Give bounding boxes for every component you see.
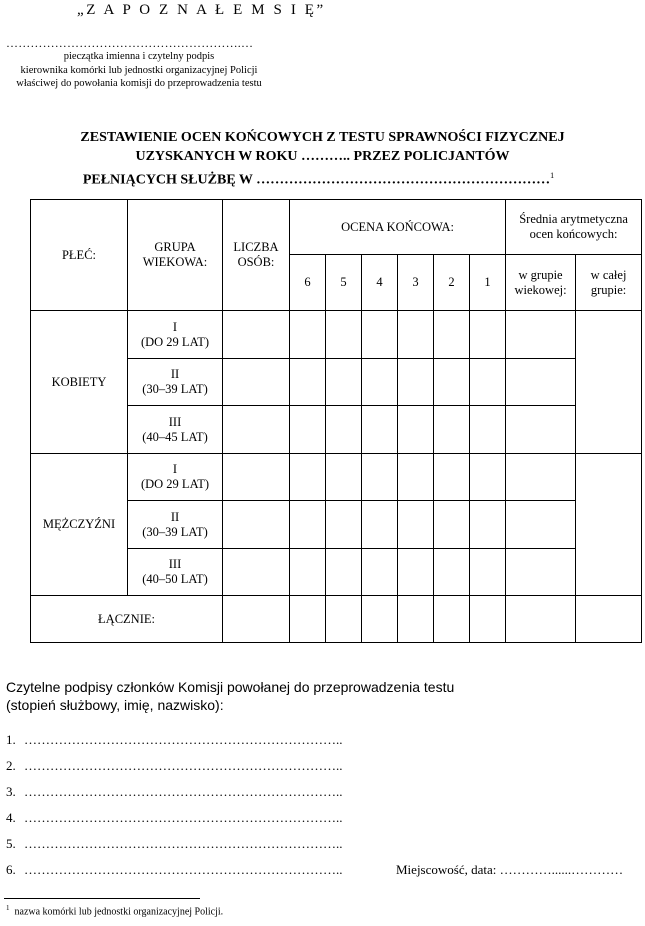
age-group-cell: III (40–50 LAT) — [128, 549, 223, 596]
grade-cell[interactable] — [398, 406, 434, 454]
grade-cell[interactable] — [398, 596, 434, 643]
grade-cell[interactable] — [434, 454, 470, 501]
grade-cell[interactable] — [362, 454, 398, 501]
grade-cell[interactable] — [362, 596, 398, 643]
grade-cell[interactable] — [398, 454, 434, 501]
mean-in-group-cell[interactable] — [506, 311, 576, 359]
stamp-dotted-line: ………………………………………………….… — [6, 36, 254, 50]
sex-cell-men: MĘŻCZYŹNI — [31, 454, 128, 596]
mean-in-group-cell[interactable] — [506, 406, 576, 454]
grade-cell[interactable] — [398, 311, 434, 359]
total-row — [31, 596, 642, 643]
place-date-field[interactable]: Miejscowość, data: …………......………… — [396, 862, 624, 877]
grade-cell[interactable] — [470, 359, 506, 406]
title-line-2: UZYSKANYCH W ROKU ……….. PRZEZ POLICJANTÓW — [135, 149, 510, 164]
header-final-grade: OCENA KOŃCOWA: — [290, 200, 506, 255]
age-group-cell: I (DO 29 LAT) — [128, 311, 223, 359]
grade-cell[interactable] — [434, 406, 470, 454]
grade-cell[interactable] — [434, 311, 470, 359]
count-cell[interactable] — [223, 596, 290, 643]
signature-number: 2. — [6, 758, 16, 773]
grade-cell[interactable] — [326, 549, 362, 596]
stamp-caption-line: kierownika komórki lub jednostki organizacyjnej Policji — [20, 64, 258, 76]
signature-dots: ……………………………………………………………….. — [24, 758, 343, 773]
grade-cell[interactable] — [362, 311, 398, 359]
grade-header: 2 — [434, 255, 470, 311]
count-cell[interactable] — [223, 359, 290, 406]
grade-cell[interactable] — [290, 454, 326, 501]
mean-in-group-cell[interactable] — [506, 549, 576, 596]
signature-number: 4. — [6, 810, 16, 825]
signatures-heading-line: Czytelne podpisy członków Komisji powołanej do przeprowadzenia testu — [6, 679, 455, 695]
grade-cell[interactable] — [326, 311, 362, 359]
signature-dots: ……………………………………………………………….. — [24, 732, 343, 747]
signature-line[interactable] — [6, 836, 343, 852]
title-line-3 — [0, 166, 641, 190]
age-group-cell: II (30–39 LAT) — [128, 501, 223, 549]
grade-cell[interactable] — [470, 549, 506, 596]
grade-cell[interactable] — [398, 549, 434, 596]
footnote-text: nazwa komórki lub jednostki organizacyjnej Policji. — [14, 906, 224, 918]
count-cell[interactable] — [223, 406, 290, 454]
signature-line[interactable] — [6, 862, 343, 878]
grade-cell[interactable] — [470, 311, 506, 359]
signature-number: 1. — [6, 732, 16, 747]
table-row — [31, 311, 642, 359]
count-cell[interactable] — [223, 501, 290, 549]
grade-cell[interactable] — [362, 549, 398, 596]
grade-cell[interactable] — [362, 406, 398, 454]
mean-in-group-cell[interactable] — [506, 596, 576, 643]
signature-number: 6. — [6, 862, 16, 877]
grade-header: 4 — [362, 255, 398, 311]
mean-in-group-cell[interactable] — [506, 501, 576, 549]
footnote-mark: 1 — [6, 904, 10, 912]
signature-line[interactable] — [6, 784, 343, 800]
footnote-reference: 1 — [550, 171, 555, 180]
stamp-caption — [6, 50, 272, 91]
grade-cell[interactable] — [326, 359, 362, 406]
mean-whole-group-cell[interactable] — [576, 596, 642, 643]
mean-whole-group-cell-men[interactable] — [576, 454, 642, 596]
header-age-group: GRUPA WIEKOWA: — [128, 200, 223, 311]
grades-table — [30, 199, 642, 643]
sex-cell-women: KOBIETY — [31, 311, 128, 454]
footnote — [6, 904, 223, 917]
signature-line[interactable] — [6, 810, 343, 826]
header-mean: Średnia arytmetyczna ocen końcowych: — [506, 200, 642, 255]
grade-cell[interactable] — [434, 501, 470, 549]
grade-cell[interactable] — [326, 454, 362, 501]
grade-cell[interactable] — [290, 596, 326, 643]
document-title — [0, 128, 645, 190]
table-row — [31, 454, 642, 501]
grade-cell[interactable] — [398, 359, 434, 406]
signature-dots: ……………………………………………………………….. — [24, 810, 343, 825]
stamp-caption-line: pieczątka imienna i czytelny podpis — [63, 51, 215, 62]
signature-dots: ……………………………………………………………….. — [24, 784, 343, 799]
signature-number: 5. — [6, 836, 16, 851]
stamp-caption-line: właściwej do powołania komisji do przeprowadzenia testu — [16, 78, 262, 89]
grade-cell[interactable] — [434, 549, 470, 596]
footnote-divider — [4, 898, 200, 899]
grade-header: 1 — [470, 255, 506, 311]
grade-cell[interactable] — [326, 406, 362, 454]
grade-header: 6 — [290, 255, 326, 311]
header-row — [31, 200, 642, 255]
signature-dots: ……………………………………………………………….. — [24, 836, 343, 851]
signature-dots: ……………………………………………………………….. — [24, 862, 343, 877]
age-group-cell: I (DO 29 LAT) — [128, 454, 223, 501]
count-cell[interactable] — [223, 454, 290, 501]
signatures-heading — [6, 678, 454, 714]
signatures-heading-line: (stopień służbowy, imię, nazwisko): — [6, 697, 224, 713]
grade-cell[interactable] — [398, 501, 434, 549]
grade-cell[interactable] — [470, 454, 506, 501]
age-group-cell: II (30–39 LAT) — [128, 359, 223, 406]
grade-header: 5 — [326, 255, 362, 311]
title-line-1: ZESTAWIENIE OCEN KOŃCOWYCH Z TESTU SPRAWNOŚCI FIZYCZNEJ — [80, 130, 565, 145]
title-line-3-text: PEŁNIĄCYCH SŁUŻBĘ W ……………………………………………………… — [82, 172, 551, 188]
grade-cell[interactable] — [362, 501, 398, 549]
grade-cell[interactable] — [470, 596, 506, 643]
header-mean-in-group: w grupie wiekowej: — [506, 255, 576, 311]
header-mean-whole-group: w całej grupie: — [576, 255, 642, 311]
acknowledgement-heading: „Z A P O Z N A Ł E M S I Ę” — [77, 2, 326, 18]
total-label: ŁĄCZNIE: — [31, 596, 223, 643]
grade-cell[interactable] — [434, 596, 470, 643]
grade-cell[interactable] — [290, 549, 326, 596]
grade-cell[interactable] — [290, 406, 326, 454]
count-cell[interactable] — [223, 311, 290, 359]
signature-line[interactable] — [6, 758, 343, 774]
mean-whole-group-cell-women[interactable] — [576, 311, 642, 454]
grade-cell[interactable] — [470, 501, 506, 549]
grade-header: 3 — [398, 255, 434, 311]
grade-cell[interactable] — [326, 596, 362, 643]
grade-cell[interactable] — [290, 501, 326, 549]
count-cell[interactable] — [223, 549, 290, 596]
grade-cell[interactable] — [470, 406, 506, 454]
header-sex: PŁEĆ: — [31, 200, 128, 311]
signature-line[interactable] — [6, 732, 343, 748]
grade-cell[interactable] — [326, 501, 362, 549]
mean-in-group-cell[interactable] — [506, 359, 576, 406]
header-count: LICZBA OSÓB: — [223, 200, 290, 311]
signature-number: 3. — [6, 784, 16, 799]
grade-cell[interactable] — [290, 359, 326, 406]
mean-in-group-cell[interactable] — [506, 454, 576, 501]
grade-cell[interactable] — [290, 311, 326, 359]
grade-cell[interactable] — [362, 359, 398, 406]
age-group-cell: III (40–45 LAT) — [128, 406, 223, 454]
grade-cell[interactable] — [434, 359, 470, 406]
